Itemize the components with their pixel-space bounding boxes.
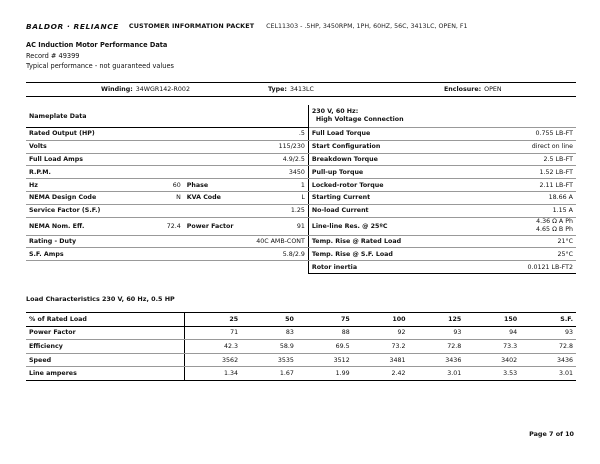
document-title: AC Induction Motor Performance Data	[26, 41, 168, 49]
nameplate-label	[184, 248, 253, 261]
load-value: 3562	[184, 353, 241, 367]
load-value: 1.34	[184, 367, 241, 381]
page-header	[26, 19, 574, 33]
nameplate-label: Phase	[184, 179, 253, 192]
performance-note: Typical performance - not guaranteed values	[26, 62, 174, 70]
performance-value: 4.36 Ω A Ph 4.65 Ω B Ph	[447, 217, 576, 235]
performance-label: Line-line Res. @ 25ºC	[308, 217, 446, 235]
nameplate-value	[145, 204, 184, 217]
load-value: 69.5	[297, 340, 353, 354]
load-value: 3481	[353, 353, 409, 367]
nameplate-label	[184, 204, 253, 217]
performance-value: direct on line	[447, 140, 576, 153]
nameplate-label: Volts	[26, 140, 145, 153]
load-value: 42.3	[184, 340, 241, 354]
performance-label: No-load Current	[308, 204, 446, 217]
nameplate-value: 1.25	[253, 204, 308, 217]
nameplate-row	[26, 179, 576, 192]
load-characteristics-title: Load Characteristics 230 V, 60 Hz, 0.5 HP	[26, 295, 175, 303]
document-title-block	[26, 40, 174, 72]
load-value: 3512	[297, 353, 353, 367]
nameplate-label	[184, 140, 253, 153]
load-row	[26, 326, 576, 340]
nameplate-label: Service Factor (S.F.)	[26, 204, 145, 217]
nameplate-row	[26, 128, 576, 141]
nameplate-value: 40C AMB-CONT	[253, 235, 308, 248]
nameplate-value: 72.4	[145, 217, 184, 235]
load-header-label: % of Rated Load	[26, 313, 184, 327]
load-value: 73.2	[353, 340, 409, 354]
performance-value: 2.5 LB-FT	[447, 153, 576, 166]
load-row-label: Efficiency	[26, 340, 184, 354]
load-row-label: Speed	[26, 353, 184, 367]
nameplate-label: R.P.M.	[26, 166, 145, 179]
nameplate-value: 3450	[253, 166, 308, 179]
performance-value: 0.755 LB-FT	[447, 128, 576, 141]
nameplate-value: 91	[253, 217, 308, 235]
performance-value: 21°C	[447, 235, 576, 248]
nameplate-label: Power Factor	[184, 217, 253, 235]
load-value: 71	[184, 326, 241, 340]
nameplate-value	[145, 235, 184, 248]
load-column-header: 75	[297, 313, 353, 327]
nameplate-value: 115/230	[253, 140, 308, 153]
load-column-header: S.F.	[520, 313, 576, 327]
nameplate-label	[184, 166, 253, 179]
load-value: 58.9	[241, 340, 297, 354]
load-value: 3535	[241, 353, 297, 367]
load-column-header: 125	[409, 313, 465, 327]
nameplate-label: S.F. Amps	[26, 248, 145, 261]
load-value: 72.8	[409, 340, 465, 354]
load-row-label: Power Factor	[26, 326, 184, 340]
nameplate-label: KVA Code	[184, 191, 253, 204]
load-value: 2.42	[353, 367, 409, 381]
enclosure-value: OPEN	[484, 86, 502, 93]
load-value: 3.01	[409, 367, 465, 381]
load-header-row	[26, 313, 576, 327]
nameplate-value	[145, 261, 184, 274]
load-row-label: Line amperes	[26, 367, 184, 381]
nameplate-label	[26, 261, 145, 274]
nameplate-label	[184, 128, 253, 141]
nameplate-header-row	[26, 105, 576, 128]
performance-value: 18.66 A	[447, 191, 576, 204]
nameplate-label: NEMA Nom. Eff.	[26, 217, 145, 235]
motor-info-bar	[26, 82, 576, 97]
performance-label: Temp. Rise @ Rated Load	[308, 235, 446, 248]
nameplate-title: Nameplate Data	[26, 105, 308, 128]
type-info: Type: 3413LC	[268, 86, 314, 93]
winding-info: Winding: 34WGR142-R002	[101, 86, 190, 93]
nameplate-value: 1	[253, 179, 308, 192]
nameplate-value: 5.8/2.9	[253, 248, 308, 261]
performance-value: 1.15 A	[447, 204, 576, 217]
nameplate-label: Rating - Duty	[26, 235, 145, 248]
nameplate-label: Rated Output (HP)	[26, 128, 145, 141]
performance-value: 2.11 LB-FT	[447, 179, 576, 192]
nameplate-value: .5	[253, 128, 308, 141]
motor-description: CEL11303 - .5HP, 3450RPM, 1PH, 60HZ, 56C, 3413LC, OPEN, F1	[266, 22, 468, 30]
load-column-header: 25	[184, 313, 241, 327]
nameplate-row	[26, 191, 576, 204]
load-value: 94	[464, 326, 520, 340]
load-row	[26, 367, 576, 381]
performance-label: Start Configuration	[308, 140, 446, 153]
nameplate-label	[184, 235, 253, 248]
nameplate-value	[145, 128, 184, 141]
load-value: 3436	[409, 353, 465, 367]
load-value: 3402	[464, 353, 520, 367]
packet-title: CUSTOMER INFORMATION PACKET	[128, 22, 255, 30]
enclosure-info: Enclosure: OPEN	[444, 86, 502, 93]
nameplate-value: 4.9/2.5	[253, 153, 308, 166]
nameplate-row	[26, 217, 576, 235]
nameplate-value	[145, 166, 184, 179]
nameplate-value	[145, 140, 184, 153]
nameplate-row	[26, 261, 576, 274]
load-value: 72.8	[520, 340, 576, 354]
load-value: 3.53	[464, 367, 520, 381]
nameplate-row	[26, 166, 576, 179]
load-characteristics-table	[26, 312, 576, 381]
performance-label: Temp. Rise @ S.F. Load	[308, 248, 446, 261]
page-number: Page 7 of 10	[529, 430, 574, 438]
load-value: 92	[353, 326, 409, 340]
brand-logo: BALDOR · RELIANCE	[26, 21, 119, 31]
type-value: 3413LC	[289, 86, 314, 93]
load-value: 83	[241, 326, 297, 340]
load-value: 88	[297, 326, 353, 340]
load-column-header: 150	[464, 313, 520, 327]
performance-label: Starting Current	[308, 191, 446, 204]
load-value: 93	[520, 326, 576, 340]
load-value: 3436	[520, 353, 576, 367]
load-column-header: 100	[353, 313, 409, 327]
nameplate-row	[26, 248, 576, 261]
nameplate-label: Full Load Amps	[26, 153, 145, 166]
performance-label: Pull-up Torque	[308, 166, 446, 179]
performance-value: 25°C	[447, 248, 576, 261]
winding-value: 34WGR142-R002	[135, 86, 190, 93]
nameplate-value	[145, 153, 184, 166]
performance-value: 1.52 LB-FT	[447, 166, 576, 179]
load-value: 1.99	[297, 367, 353, 381]
nameplate-value: N	[145, 191, 184, 204]
performance-label: Full Load Torque	[308, 128, 446, 141]
load-value: 73.3	[464, 340, 520, 354]
nameplate-value: L	[253, 191, 308, 204]
nameplate-table	[26, 105, 576, 274]
load-row	[26, 340, 576, 354]
nameplate-value	[253, 261, 308, 274]
record-number: Record # 49399	[26, 51, 80, 60]
nameplate-row	[26, 204, 576, 217]
nameplate-value: 60	[145, 179, 184, 192]
performance-label: Breakdown Torque	[308, 153, 446, 166]
load-value: 93	[409, 326, 465, 340]
nameplate-label	[184, 261, 253, 274]
load-value: 1.67	[241, 367, 297, 381]
connection-title: 230 V, 60 Hz: High Voltage Connection	[308, 105, 576, 128]
nameplate-row	[26, 153, 576, 166]
nameplate-row	[26, 235, 576, 248]
load-column-header: 50	[241, 313, 297, 327]
load-row	[26, 353, 576, 367]
nameplate-label: NEMA Design Code	[26, 191, 145, 204]
nameplate-row	[26, 140, 576, 153]
load-value: 3.01	[520, 367, 576, 381]
nameplate-label: Hz	[26, 179, 145, 192]
performance-label: Locked-rotor Torque	[308, 179, 446, 192]
nameplate-value	[145, 248, 184, 261]
performance-label: Rotor inertia	[308, 261, 446, 274]
nameplate-label	[184, 153, 253, 166]
performance-value: 0.0121 LB-FT2	[447, 261, 576, 274]
